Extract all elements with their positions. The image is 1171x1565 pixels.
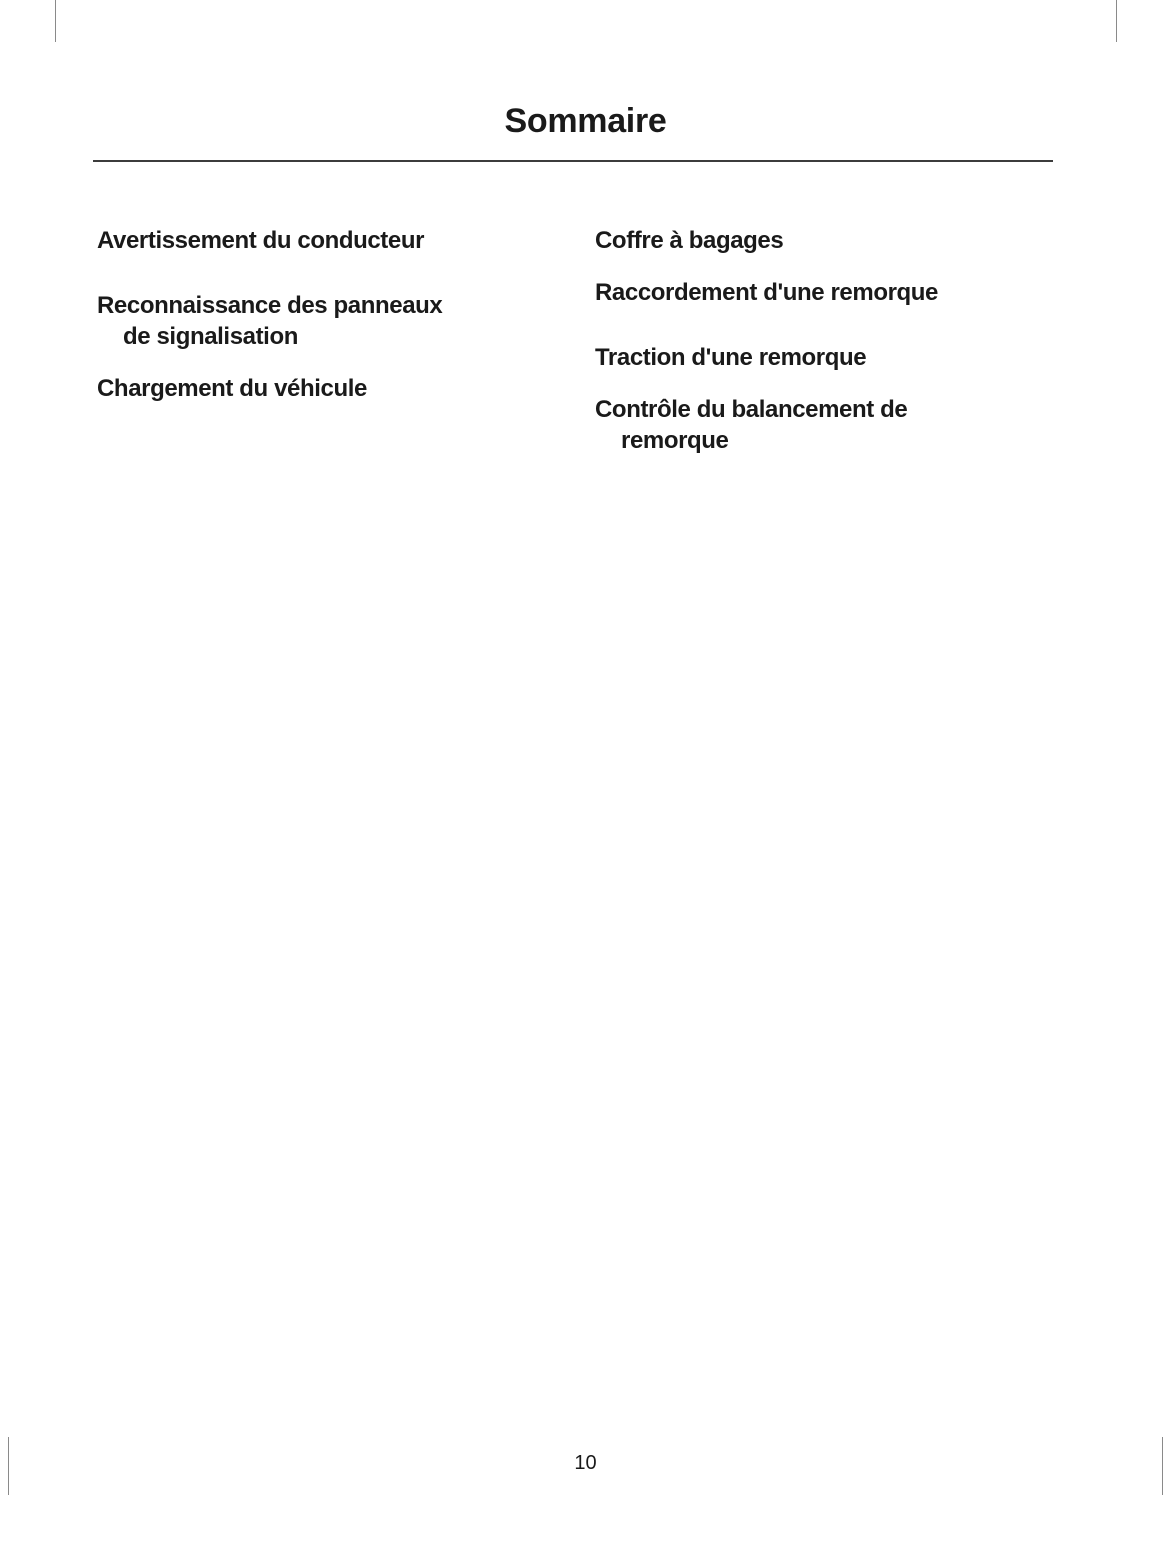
section-heading-line: de signalisation [123, 323, 298, 350]
section-heading-line: remorque [621, 427, 729, 454]
section-heading [595, 277, 1043, 308]
crop-mark [1116, 0, 1117, 42]
section-heading-line: Chargement du véhicule [97, 375, 367, 402]
section-heading [595, 394, 1043, 456]
section-heading-line: Reconnaissance des panneaux [97, 292, 443, 319]
section-heading [97, 373, 545, 404]
title-rule [93, 160, 1053, 162]
page-title: Sommaire [504, 102, 667, 140]
crop-mark [55, 0, 56, 42]
section-heading-line: Contrôle du balancement de [595, 396, 908, 423]
section-heading [595, 342, 1043, 373]
section-heading [97, 290, 545, 352]
section-heading-line: Coffre à bagages [595, 227, 784, 254]
toc-column [97, 204, 545, 465]
page-number: 10 [574, 1452, 597, 1474]
toc-column [595, 204, 1043, 465]
section-heading-line: Avertissement du conducteur [97, 227, 425, 254]
section-heading-line: Raccordement d'une remorque [595, 279, 938, 306]
section-heading [97, 225, 545, 256]
section-heading [595, 225, 1043, 256]
toc-columns [97, 204, 1043, 465]
section-heading-line: Traction d'une remorque [595, 344, 867, 371]
